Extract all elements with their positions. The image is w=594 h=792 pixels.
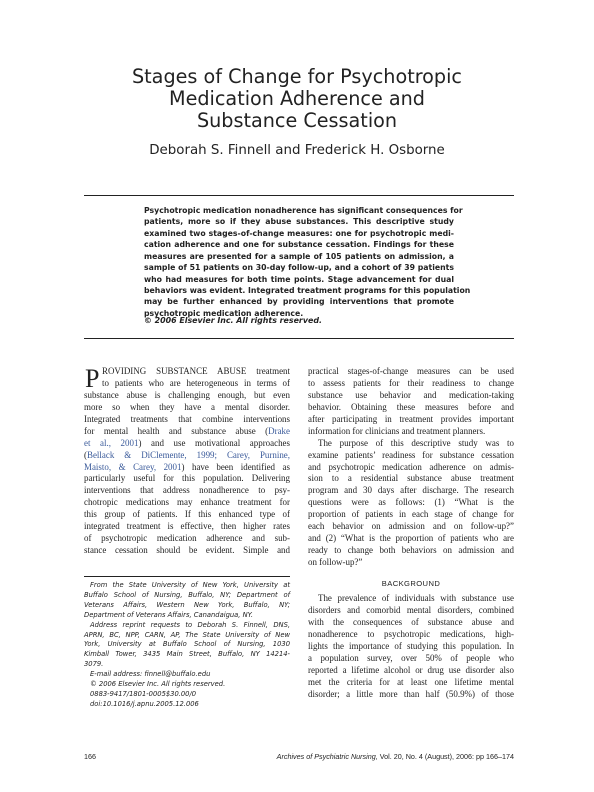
doi-line: doi:10.1016/j.apnu.2005.12.006 — [90, 699, 199, 708]
citation-link[interactable]: Drake — [268, 425, 290, 436]
abstract-line: psychotropic medication adherence. — [144, 308, 304, 318]
body-line: interventions that address nonadherence to psy- — [84, 485, 290, 496]
body-line: nonadherence to psychotropic medications, high- — [308, 628, 514, 639]
page-number: 166 — [84, 752, 96, 761]
abstract-line: patients, more so if they abuse substances. This descriptive study — [144, 217, 454, 227]
footnote-line: Buffalo School of Nursing, Buffalo, NY; Department of — [84, 590, 290, 599]
email-address: E-mail address: finnell@buffalo.edu — [90, 670, 211, 679]
body-text: treatment — [246, 366, 291, 376]
body-line — [84, 438, 290, 450]
abstract-line: measures are presented for a sample of 105 patients on admission, a — [144, 251, 454, 261]
body-line: and (2) “What is the proportion of patients who are — [308, 533, 514, 544]
body-line: stance cessation should be evident. Simple and — [84, 545, 290, 556]
body-line: this group of patients. If this enhanced type of — [84, 509, 290, 520]
body-text: ) have been identified as — [181, 461, 290, 472]
abstract-bottom-rule — [84, 338, 514, 339]
title-line: Medication Adherence and — [169, 87, 425, 111]
body-line: integrated treatment is effective, then higher rates — [84, 521, 290, 532]
abstract-line: may be further enhanced by providing interventions that promote — [144, 297, 454, 307]
authors: Deborah S. Finnell and Frederick H. Osborne — [149, 143, 445, 158]
footnote-line: York, University at Buffalo School of Nursing, 1030 — [84, 640, 290, 649]
body-line: after participating in treatment provides important — [308, 413, 514, 424]
left-column — [84, 366, 290, 557]
footnote-line: Veterans Affairs, Western New York, Buffalo, NY; — [84, 600, 290, 609]
body-line: more so when they have a mental disorder. — [84, 401, 290, 412]
body-line: proportion of patients in each stage of change for — [308, 509, 514, 520]
body-line: substance use behavior and medication-taking — [308, 389, 514, 400]
footnote-line: APRN, BC, NPP, CARN, AP, The State University of New — [84, 630, 290, 639]
article-title — [60, 66, 534, 133]
title-line: Stages of Change for Psychotropic — [131, 65, 462, 88]
title-line: Substance Cessation — [196, 109, 398, 133]
body-line: each behavior on admission and on follow-up?” — [308, 521, 514, 532]
body-line: of psychotropic medication adherence and sub- — [84, 533, 290, 544]
body-line: examine patients’ readiness for substance cessation — [308, 449, 514, 460]
body-text: for mental health and substance abuse ( — [84, 425, 269, 436]
body-line: substance abuse is challenging enough, but even — [84, 389, 290, 400]
citation-link[interactable]: Maisto, & Carey, 2001 — [84, 461, 182, 472]
body-line: behavior. Obtaining these measures before and — [308, 401, 514, 412]
body-line: a population survey, over 50% of people who — [308, 652, 514, 663]
issn-line: 0883-9417/1801-0005$30.00/0 — [90, 689, 197, 698]
body-line: sion to a residential substance abuse treatment — [308, 473, 514, 484]
footnote-rule — [84, 576, 290, 577]
abstract-line: who had measures for both time points. Stage advancement for dual — [144, 274, 454, 284]
abstract-line: cation adherence and one for substance cessation. Findings for these — [144, 240, 454, 250]
body-line: to patients who are heterogeneous in terms of — [102, 377, 290, 388]
body-line: disorder; a little more than half (50.9%) of those — [308, 688, 514, 699]
volume-info: Vol. 20, No. 4 (August), 2006: pp 166–174 — [377, 752, 514, 761]
footnote-line: Department of Veterans Affairs, Canandaigua, NY. — [84, 610, 254, 619]
footnote-line: 3079. — [84, 660, 104, 669]
body-line: particularly useful for this population. Delivering — [84, 473, 290, 484]
drop-cap: P — [85, 364, 100, 393]
citation-link[interactable]: Bellack & DiClemente, 1999; Carey, Purnine, — [86, 449, 290, 460]
body-line: Integrated treatments that combine interventions — [84, 413, 290, 424]
body-line: program and 30 days after discharge. The research — [308, 485, 514, 496]
body-text: ( — [84, 449, 87, 460]
body-line: disorders and comorbid mental disorders, combined — [308, 604, 514, 615]
body-line: chotropic medications may enhance treatment for — [84, 497, 290, 508]
body-line: on follow-up?” — [308, 557, 363, 567]
footnotes — [84, 581, 290, 710]
body-line: ready to change both behaviors on admission and — [308, 545, 514, 556]
body-line — [84, 366, 290, 378]
body-text: ) and use motivational approaches — [138, 437, 290, 448]
body-line: and psychotropic medication adherence on admis- — [308, 461, 514, 472]
body-line — [84, 450, 290, 462]
citation-link[interactable]: et al., 2001 — [84, 437, 139, 448]
abstract-line: sample of 51 patients on 30-day follow-up, and a cohort of 39 patients — [144, 263, 454, 273]
journal-citation — [260, 752, 514, 761]
abstract — [144, 205, 471, 319]
abstract-top-rule — [84, 195, 514, 196]
footnote-line: Address reprint requests to Deborah S. Finnell, DNS, — [90, 620, 290, 629]
footnote-line: Kimball Tower, 3435 Main Street, Buffalo, NY 14214- — [84, 650, 290, 659]
body-line: information for clinicians and treatment planners. — [308, 425, 486, 436]
abstract-line: Psychotropic medication nonadherence has significant consequences for — [144, 206, 463, 215]
journal-name: Archives of Psychiatric Nursing, — [276, 752, 378, 761]
body-line: to assess patients for their readiness to change — [308, 377, 514, 388]
body-line — [84, 462, 290, 474]
body-line — [84, 426, 290, 438]
opening-smallcaps: ROVIDING SUBSTANCE ABUSE — [102, 366, 247, 376]
body-line: questions were as follows: (1) “What is the — [308, 497, 514, 508]
body-line: lights the importance of studying this population. In — [308, 640, 514, 651]
abstract-line: behaviors was evident. Integrated treatment programs for this population — [144, 285, 471, 295]
body-line: The purpose of this descriptive study was to — [318, 437, 514, 448]
right-column-top — [308, 366, 514, 569]
footnote-copyright: © 2006 Elsevier Inc. All rights reserved. — [90, 680, 226, 689]
abstract-line: examined two stages-of-change measures: one for psychotropic medi- — [144, 228, 454, 238]
body-line: The prevalence of individuals with substance use — [318, 593, 514, 603]
footnote-line: From the State University of New York, University at — [90, 581, 290, 589]
right-column-bottom — [308, 593, 514, 700]
body-line: with the consequences of substance abuse and — [308, 616, 514, 627]
section-heading-background: BACKGROUND — [381, 579, 441, 588]
body-line: reported a lifetime alcohol or drug use disorder also — [308, 664, 514, 675]
body-line: met the criteria for at least one lifetime mental — [308, 676, 514, 687]
body-line: practical stages-of-change measures can be used — [308, 366, 514, 376]
abstract-copyright: © 2006 Elsevier Inc. All rights reserved. — [144, 316, 322, 325]
